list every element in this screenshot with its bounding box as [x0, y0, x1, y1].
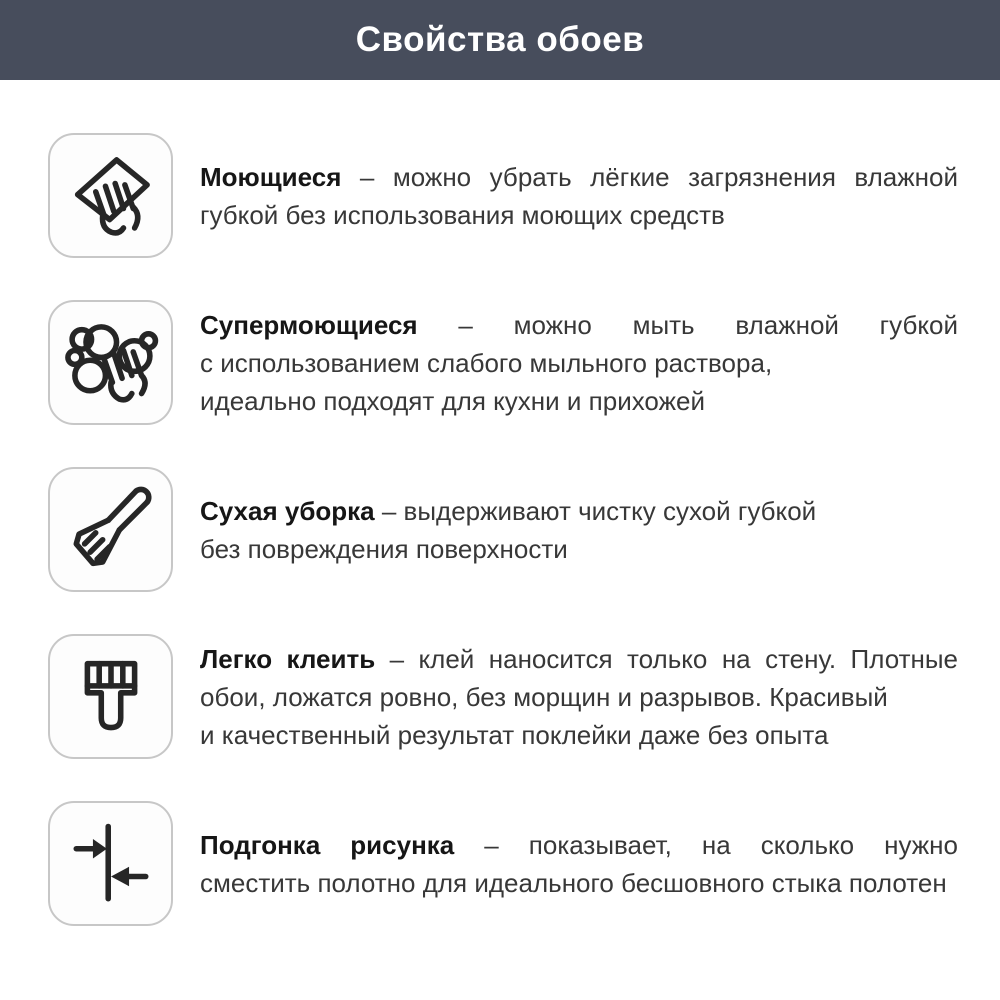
feature-row-washable	[48, 133, 958, 258]
feature-row-dry-cleaning	[48, 467, 958, 592]
feature-text-line: без повреждения поверхности	[200, 533, 568, 564]
feature-text-line: и качественный результат поклейки даже без опыта	[200, 719, 829, 750]
icon-box	[48, 300, 173, 425]
feature-text	[200, 826, 958, 902]
feature-text-line: – выдерживают чистку сухой губкой	[381, 495, 817, 526]
wipe-hand-icon	[61, 146, 161, 246]
icon-box	[48, 801, 173, 926]
feature-text	[200, 640, 958, 754]
feature-title: Супермоющиеся	[200, 309, 418, 340]
feature-line	[200, 640, 958, 678]
feature-row-pattern-match	[48, 801, 958, 926]
paintbrush-icon	[61, 647, 161, 747]
page-title: Свойства обоев	[355, 20, 645, 59]
feature-text	[200, 492, 958, 568]
feature-line	[200, 492, 958, 530]
feature-text-line: сместить полотно для идеального бесшовного стыка полотен	[200, 867, 947, 898]
feature-text-line: – показывает, на сколько нужно	[484, 829, 958, 860]
feature-title: Легко клеить	[200, 643, 376, 674]
feature-row-super-washable	[48, 300, 958, 425]
feature-text-line: – можно убрать лёгкие загрязнения влажной	[359, 161, 958, 192]
feature-line	[200, 826, 958, 864]
feature-text-line: идеально подходят для кухни и прихожей	[200, 385, 705, 416]
feature-title: Подгонка рисунка	[200, 829, 455, 860]
feature-text-line: губкой без использования моющих средств	[200, 199, 725, 230]
icon-box	[48, 634, 173, 759]
feature-line	[200, 158, 958, 196]
header-bar	[0, 0, 1000, 80]
feature-text	[200, 158, 958, 234]
pattern-match-icon	[61, 814, 161, 914]
feature-title: Сухая уборка	[200, 495, 375, 526]
feature-line	[200, 306, 958, 344]
feature-text	[200, 306, 958, 420]
icon-box	[48, 467, 173, 592]
broom-icon	[61, 480, 161, 580]
icon-box	[48, 133, 173, 258]
feature-row-easy-glue	[48, 634, 958, 759]
feature-title: Моющиеся	[200, 161, 342, 192]
features-list	[0, 80, 1000, 926]
feature-text-line: – можно мыть влажной губкой	[458, 309, 958, 340]
feature-text-line: – клей наносится только на стену. Плотные	[389, 643, 958, 674]
soap-hand-icon	[61, 313, 161, 413]
feature-text-line: с использованием слабого мыльного раствора,	[200, 347, 773, 378]
feature-text-line: обои, ложатся ровно, без морщин и разрывов. Красивый	[200, 681, 888, 712]
